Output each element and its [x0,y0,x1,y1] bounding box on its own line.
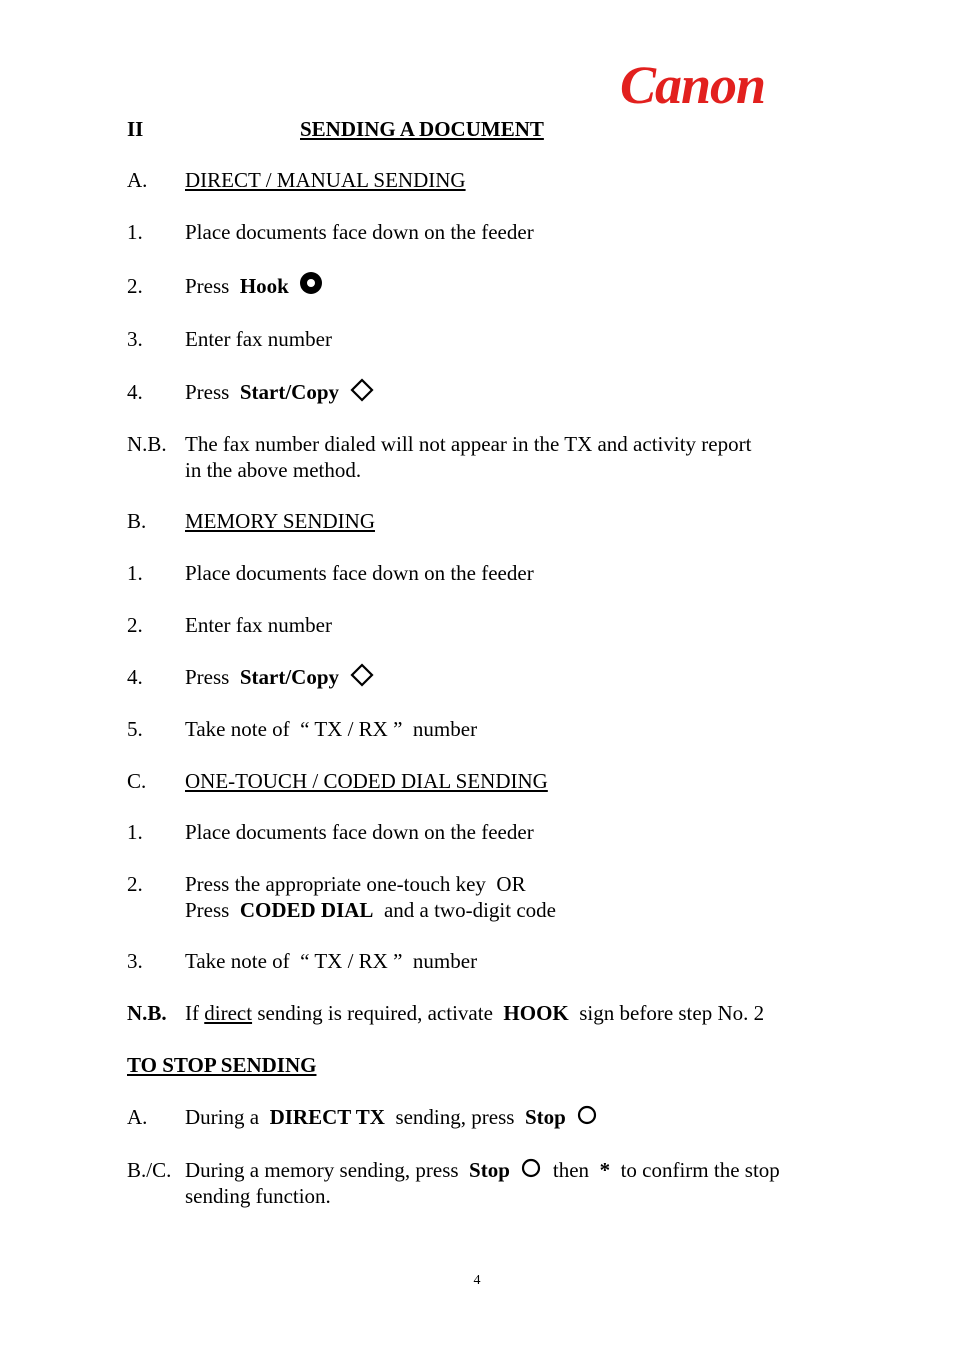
note-label: N.B. [127,1001,167,1025]
note-text: sending is required, activate [257,1001,493,1025]
key-name: CODED DIAL [239,898,374,922]
subsection-label: C. [127,769,147,793]
key-name: Stop [524,1105,566,1129]
step-text: Enter fax number [185,613,332,637]
step-text: Place documents face down on the feeder [185,820,534,844]
asterisk-key: * [599,1158,611,1182]
step-number: 5. [127,717,143,741]
key-name: DIRECT TX [269,1105,385,1129]
step-text: During a memory sending, press [185,1158,459,1182]
step-text: Take note of “ TX / RX ” number [185,949,478,973]
step-number: 1. [127,561,143,585]
note-text: The fax number dialed will not appear in the TX and activity report [185,432,752,456]
step-text: sending function. [185,1184,331,1208]
step-number: 2. [127,613,143,637]
subsection-label: B. [127,509,147,533]
step-number: 1. [127,820,143,844]
step-number: 3. [127,327,143,351]
step-text: to confirm the stop [620,1158,780,1182]
stop-circle-icon [520,1157,542,1179]
note-label: N.B. [127,432,167,456]
step-number: 1. [127,220,143,244]
start-copy-diamond-icon [350,663,374,687]
step-number: 4. [127,380,143,404]
step-text: Press [185,274,230,298]
note-text: sign before step No. 2 [579,1001,765,1025]
key-name: Stop [469,1158,510,1182]
section-number: II [127,117,144,141]
key-name: Start/Copy [239,380,340,404]
section-title: SENDING A DOCUMENT [300,117,544,141]
stop-circle-icon [576,1104,598,1126]
canon-logo: Canon [620,55,766,115]
key-name: HOOK [503,1001,569,1025]
step-text: Press the appropriate one-touch key OR [185,872,526,896]
note-emphasis: direct [204,1001,253,1025]
step-text: sending, press [395,1105,515,1129]
subsection-title: ONE-TOUCH / CODED DIAL SENDING [185,769,548,793]
key-name: Start/Copy [239,665,340,689]
step-number: 3. [127,949,143,973]
page-number: 4 [473,1273,481,1288]
step-text: Enter fax number [185,327,332,351]
hook-key-icon [299,271,323,295]
subsection-title: DIRECT / MANUAL SENDING [185,168,466,192]
note-text: in the above method. [185,458,362,482]
step-number: 2. [127,872,143,896]
subsection-title: MEMORY SENDING [185,509,375,533]
subsection-label: A. [127,168,148,192]
step-text: Press [185,665,230,689]
step-text: Take note of “ TX / RX ” number [185,717,478,741]
step-text: Press [185,898,230,922]
start-copy-diamond-icon [350,378,374,402]
step-label: B./C. [127,1158,172,1182]
step-number: 4. [127,665,143,689]
step-number: 2. [127,274,143,298]
stop-heading: TO STOP SENDING [127,1053,317,1077]
step-text: Place documents face down on the feeder [185,220,534,244]
step-text: Place documents face down on the feeder [185,561,534,585]
step-text: Press [185,380,230,404]
step-label: A. [127,1105,148,1129]
step-text: and a two-digit code [383,898,556,922]
step-text: During a [185,1105,260,1129]
step-text: then [552,1158,590,1182]
note-text: If [185,1001,199,1025]
key-name: Hook [239,274,289,298]
